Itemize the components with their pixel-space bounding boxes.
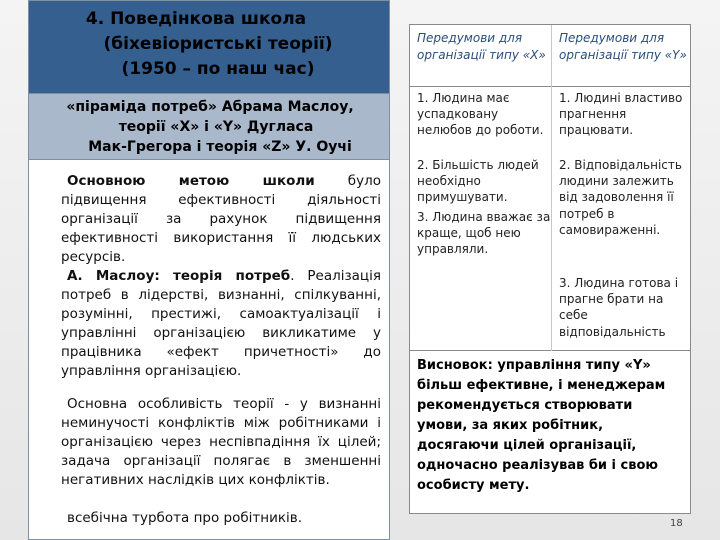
goal-label: Основною метою школи — [67, 173, 315, 189]
conclusion-row — [410, 351, 690, 513]
subtitle-line-2: теорії «X» і «Y» Дугласа — [118, 119, 314, 135]
title-box — [28, 0, 390, 94]
header-type-y: Передумови для організації типу «Y» — [559, 31, 687, 62]
subtitle-line-1: «піраміда потреб» Абрама Маслоу, — [66, 99, 354, 115]
title-line-1: 4. Поведінкова школа — [85, 9, 307, 29]
title-line-2: (біхевіористські теорії) — [103, 34, 333, 54]
subtitle-box — [28, 94, 390, 160]
page-number: 18 — [670, 518, 683, 529]
maslow-label: А. Маслоу: теорія потреб — [67, 268, 291, 284]
maslow-text: . Реалізація потреб в лідерстві, визнанні, спілкуванні, розумінні, престижі, самоактуалізації і управлінні організацією викликатиме у працівника «ефект причетності» до управління організацією. — [61, 268, 381, 379]
title-line-3: (1950 – по наш час) — [121, 59, 315, 79]
x-item-2: 2. Більшість людей необхідно примушувати. — [417, 158, 539, 205]
paragraph-care: всебічна турбота про робітників. — [67, 510, 303, 526]
y-item-3: 3. Людина готова і прагне брати на себе відповідальність — [559, 276, 679, 339]
conclusion-text: Висновок: управління типу «Y» більш ефективне, і менеджерам рекомендується створювати умови, за яких робітник, досягаючи цілей організації, одночасно реалізував би і свою особисту мету. — [417, 358, 666, 493]
paragraph-maslow — [61, 267, 381, 381]
column-divider — [551, 25, 552, 351]
paragraph-goal — [61, 172, 381, 267]
header-type-x: Передумови для організації типу «X» — [417, 31, 546, 62]
goal-text: було підвищення ефективності діяльності організації за рахунок підвищення ефективності використання її людських ресурсів. — [61, 173, 381, 265]
y-item-2: 2. Відповідальність людини залежить від задоволення її потреб в самовираженні. — [559, 158, 682, 237]
x-item-3: 3. Людина вважає за краще, щоб нею управляли. — [417, 210, 551, 257]
left-panel — [28, 0, 390, 540]
x-item-1: 1. Людина має успадковану нелюбов до роботи. — [417, 91, 544, 138]
table-body-row — [410, 87, 690, 351]
table-header-row — [410, 25, 690, 87]
subtitle-line-3: Мак-Грегора і теорія «Z» У. Оучі — [88, 139, 352, 155]
body-text-box — [28, 160, 390, 540]
y-item-1: 1. Людині властиво прагнення працювати. — [559, 91, 683, 138]
comparison-table — [409, 24, 691, 514]
paragraph-conflicts: Основна особливість теорії - у визнанні неминучості конфліктів між робітниками і організацією через неспівпадіння їх цілей; задача організації полягає в зменшенні негативних наслідків цих конфліктів. — [61, 396, 381, 488]
